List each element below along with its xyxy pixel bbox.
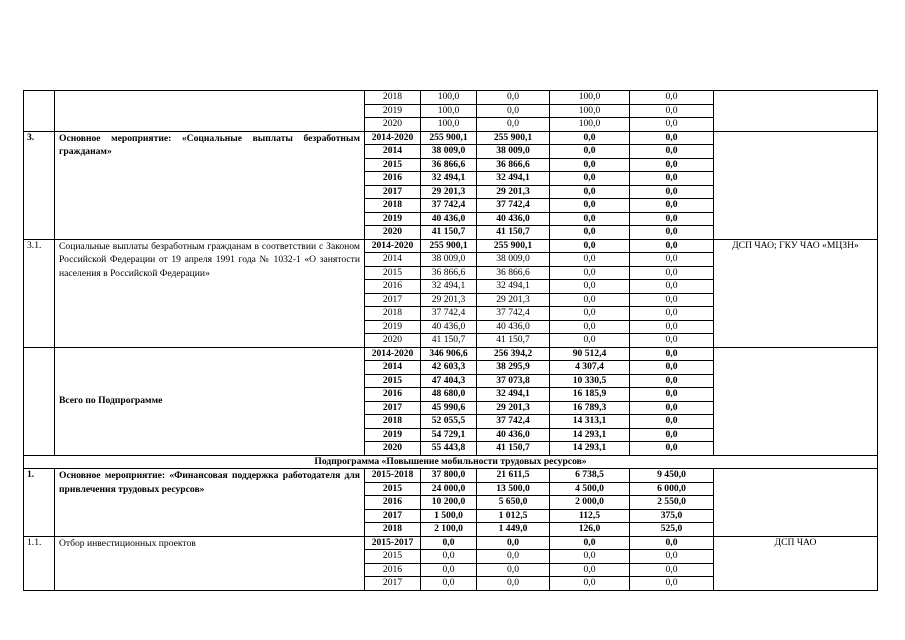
value-cell: 0,0 [630,91,714,105]
value-cell: 16 185,9 [550,388,630,402]
value-cell: 37 073,8 [477,374,550,388]
value-cell: 0,0 [630,199,714,213]
budget-table [23,90,878,591]
value-cell: 0,0 [630,401,714,415]
item-name [55,91,365,132]
table-row [24,347,878,361]
value-cell: 36 866,6 [477,266,550,280]
value-cell: 0,0 [550,253,630,267]
value-cell: 0,0 [630,118,714,132]
value-cell: 0,0 [477,91,550,105]
value-cell: 0,0 [550,577,630,591]
value-cell: 255 900,1 [477,131,550,145]
year-cell: 2015 [365,550,421,564]
year-cell: 2020 [365,118,421,132]
value-cell: 6 000,0 [630,482,714,496]
value-cell: 0,0 [630,253,714,267]
value-cell: 0,0 [550,550,630,564]
value-cell: 112,5 [550,509,630,523]
value-cell: 29 201,3 [421,185,477,199]
value-cell: 42 603,3 [421,361,477,375]
value-cell: 100,0 [550,104,630,118]
value-cell: 0,0 [421,563,477,577]
value-cell: 255 900,1 [421,239,477,253]
value-cell: 21 611,5 [477,469,550,483]
item-name: Основное мероприятие: «Финансовая поддержка работодателя для привлечения трудовых ресурсов» [55,469,365,537]
year-cell: 2019 [365,104,421,118]
value-cell: 0,0 [630,347,714,361]
value-cell: 36 866,6 [421,158,477,172]
value-cell: 1 449,0 [477,523,550,537]
value-cell: 38 009,0 [421,145,477,159]
value-cell: 0,0 [630,334,714,348]
year-cell: 2020 [365,226,421,240]
value-cell: 2 550,0 [630,496,714,510]
value-cell: 0,0 [630,158,714,172]
year-cell: 2018 [365,523,421,537]
table-row [24,239,878,253]
value-cell: 0,0 [550,334,630,348]
table-row [24,536,878,550]
value-cell: 0,0 [630,550,714,564]
year-cell: 2015-2018 [365,469,421,483]
value-cell: 32 494,1 [477,172,550,186]
value-cell: 13 500,0 [477,482,550,496]
value-cell: 0,0 [630,428,714,442]
value-cell: 0,0 [550,239,630,253]
year-cell: 2016 [365,496,421,510]
year-cell: 2015 [365,374,421,388]
value-cell: 0,0 [630,307,714,321]
value-cell: 16 789,3 [550,401,630,415]
year-cell: 2015 [365,158,421,172]
value-cell: 90 512,4 [550,347,630,361]
value-cell: 38 009,0 [477,145,550,159]
value-cell: 0,0 [421,577,477,591]
item-number: 3. [24,131,55,239]
value-cell: 37 742,4 [421,307,477,321]
value-cell: 6 738,5 [550,469,630,483]
value-cell: 45 990,6 [421,401,477,415]
item-name: Основное мероприятие: «Социальные выплаты безработным гражданам» [55,131,365,239]
value-cell: 0,0 [630,536,714,550]
value-cell: 346 906,6 [421,347,477,361]
value-cell: 0,0 [630,266,714,280]
item-number [24,91,55,132]
value-cell: 54 729,1 [421,428,477,442]
value-cell: 0,0 [550,563,630,577]
value-cell: 0,0 [630,388,714,402]
value-cell: 0,0 [550,158,630,172]
value-cell: 0,0 [630,104,714,118]
value-cell: 0,0 [630,131,714,145]
value-cell: 100,0 [421,118,477,132]
value-cell: 32 494,1 [421,280,477,294]
value-cell: 41 150,7 [477,334,550,348]
value-cell: 41 150,7 [477,226,550,240]
value-cell: 32 494,1 [477,388,550,402]
value-cell: 5 650,0 [477,496,550,510]
value-cell: 29 201,3 [477,401,550,415]
value-cell: 0,0 [477,536,550,550]
value-cell: 100,0 [421,91,477,105]
value-cell: 0,0 [630,226,714,240]
item-number: 1.1. [24,536,55,590]
value-cell: 14 293,1 [550,428,630,442]
year-cell: 2017 [365,293,421,307]
value-cell: 14 293,1 [550,442,630,456]
value-cell: 0,0 [630,212,714,226]
year-cell: 2017 [365,509,421,523]
value-cell: 0,0 [630,415,714,429]
value-cell: 0,0 [421,550,477,564]
value-cell: 1 012,5 [477,509,550,523]
value-cell: 0,0 [630,361,714,375]
value-cell: 41 150,7 [477,442,550,456]
item-name: Всего по Подпрограмме [55,347,365,455]
value-cell: 0,0 [550,185,630,199]
value-cell: 0,0 [630,145,714,159]
executor-cell [714,91,878,132]
item-name: Отбор инвестиционных проектов [55,536,365,590]
value-cell: 256 394,2 [477,347,550,361]
year-cell: 2019 [365,428,421,442]
value-cell: 40 436,0 [477,428,550,442]
year-cell: 2017 [365,185,421,199]
value-cell: 0,0 [630,577,714,591]
value-cell: 0,0 [630,293,714,307]
executor-cell: ДСП ЧАО; ГКУ ЧАО «МЦЗН» [714,239,878,347]
value-cell: 0,0 [630,172,714,186]
value-cell: 29 201,3 [477,293,550,307]
value-cell: 0,0 [630,320,714,334]
year-cell: 2017 [365,577,421,591]
value-cell: 38 295,9 [477,361,550,375]
year-cell: 2018 [365,91,421,105]
value-cell: 41 150,7 [421,334,477,348]
value-cell: 55 443,8 [421,442,477,456]
value-cell: 37 742,4 [477,307,550,321]
value-cell: 4 500,0 [550,482,630,496]
value-cell: 0,0 [477,104,550,118]
value-cell: 0,0 [477,563,550,577]
value-cell: 0,0 [550,172,630,186]
year-cell: 2020 [365,334,421,348]
value-cell: 375,0 [630,509,714,523]
value-cell: 255 900,1 [477,239,550,253]
value-cell: 100,0 [550,91,630,105]
year-cell: 2019 [365,212,421,226]
item-name: Социальные выплаты безработным гражданам в соответствии с Законом Российской Федерации от 19 апреля 1991 года № 1032-1 «О занятости населения в Российской Федерации» [55,239,365,347]
year-cell: 2014 [365,253,421,267]
value-cell: 37 742,4 [421,199,477,213]
item-number: 3.1. [24,239,55,347]
value-cell: 0,0 [550,212,630,226]
value-cell: 0,0 [550,293,630,307]
value-cell: 9 450,0 [630,469,714,483]
executor-cell [714,131,878,239]
value-cell: 36 866,6 [477,158,550,172]
value-cell: 0,0 [550,266,630,280]
year-cell: 2014 [365,361,421,375]
table-row [24,131,878,145]
value-cell: 24 000,0 [421,482,477,496]
value-cell: 0,0 [550,131,630,145]
value-cell: 0,0 [550,536,630,550]
value-cell: 0,0 [550,320,630,334]
value-cell: 0,0 [477,577,550,591]
year-cell: 2016 [365,388,421,402]
value-cell: 10 200,0 [421,496,477,510]
value-cell: 0,0 [421,536,477,550]
subprogram-title: Подпрограмма «Повышение мобильности трудовых ресурсов» [24,455,878,469]
value-cell: 2 000,0 [550,496,630,510]
value-cell: 0,0 [477,118,550,132]
value-cell: 0,0 [550,145,630,159]
value-cell: 37 742,4 [477,199,550,213]
year-cell: 2018 [365,415,421,429]
value-cell: 38 009,0 [421,253,477,267]
value-cell: 32 494,1 [477,280,550,294]
table-row [24,91,878,105]
year-cell: 2016 [365,563,421,577]
value-cell: 32 494,1 [421,172,477,186]
value-cell: 0,0 [630,185,714,199]
value-cell: 40 436,0 [421,212,477,226]
value-cell: 40 436,0 [477,320,550,334]
value-cell: 40 436,0 [421,320,477,334]
year-cell: 2018 [365,307,421,321]
year-cell: 2015 [365,482,421,496]
value-cell: 4 307,4 [550,361,630,375]
value-cell: 1 500,0 [421,509,477,523]
value-cell: 100,0 [550,118,630,132]
item-number: 1. [24,469,55,537]
value-cell: 40 436,0 [477,212,550,226]
value-cell: 0,0 [477,550,550,564]
value-cell: 52 055,5 [421,415,477,429]
value-cell: 36 866,6 [421,266,477,280]
year-cell: 2018 [365,199,421,213]
executor-cell [714,469,878,537]
year-cell: 2015-2017 [365,536,421,550]
value-cell: 29 201,3 [421,293,477,307]
executor-cell [714,347,878,455]
value-cell: 37 742,4 [477,415,550,429]
year-cell: 2017 [365,401,421,415]
value-cell: 0,0 [630,280,714,294]
value-cell: 47 404,3 [421,374,477,388]
value-cell: 0,0 [630,239,714,253]
budget-table-body [24,91,878,591]
year-cell: 2014-2020 [365,347,421,361]
value-cell: 48 680,0 [421,388,477,402]
year-cell: 2014-2020 [365,131,421,145]
value-cell: 38 009,0 [477,253,550,267]
value-cell: 2 100,0 [421,523,477,537]
value-cell: 0,0 [550,199,630,213]
subprogram-header-row [24,455,878,469]
year-cell: 2020 [365,442,421,456]
year-cell: 2014 [365,145,421,159]
year-cell: 2016 [365,172,421,186]
value-cell: 10 330,5 [550,374,630,388]
value-cell: 14 313,1 [550,415,630,429]
value-cell: 0,0 [550,280,630,294]
value-cell: 0,0 [630,374,714,388]
value-cell: 37 800,0 [421,469,477,483]
value-cell: 255 900,1 [421,131,477,145]
value-cell: 0,0 [550,307,630,321]
value-cell: 0,0 [550,226,630,240]
value-cell: 29 201,3 [477,185,550,199]
item-number [24,347,55,455]
year-cell: 2014-2020 [365,239,421,253]
executor-cell: ДСП ЧАО [714,536,878,590]
year-cell: 2015 [365,266,421,280]
table-row [24,469,878,483]
value-cell: 100,0 [421,104,477,118]
year-cell: 2019 [365,320,421,334]
value-cell: 126,0 [550,523,630,537]
value-cell: 0,0 [630,563,714,577]
value-cell: 525,0 [630,523,714,537]
year-cell: 2016 [365,280,421,294]
value-cell: 0,0 [630,442,714,456]
value-cell: 41 150,7 [421,226,477,240]
